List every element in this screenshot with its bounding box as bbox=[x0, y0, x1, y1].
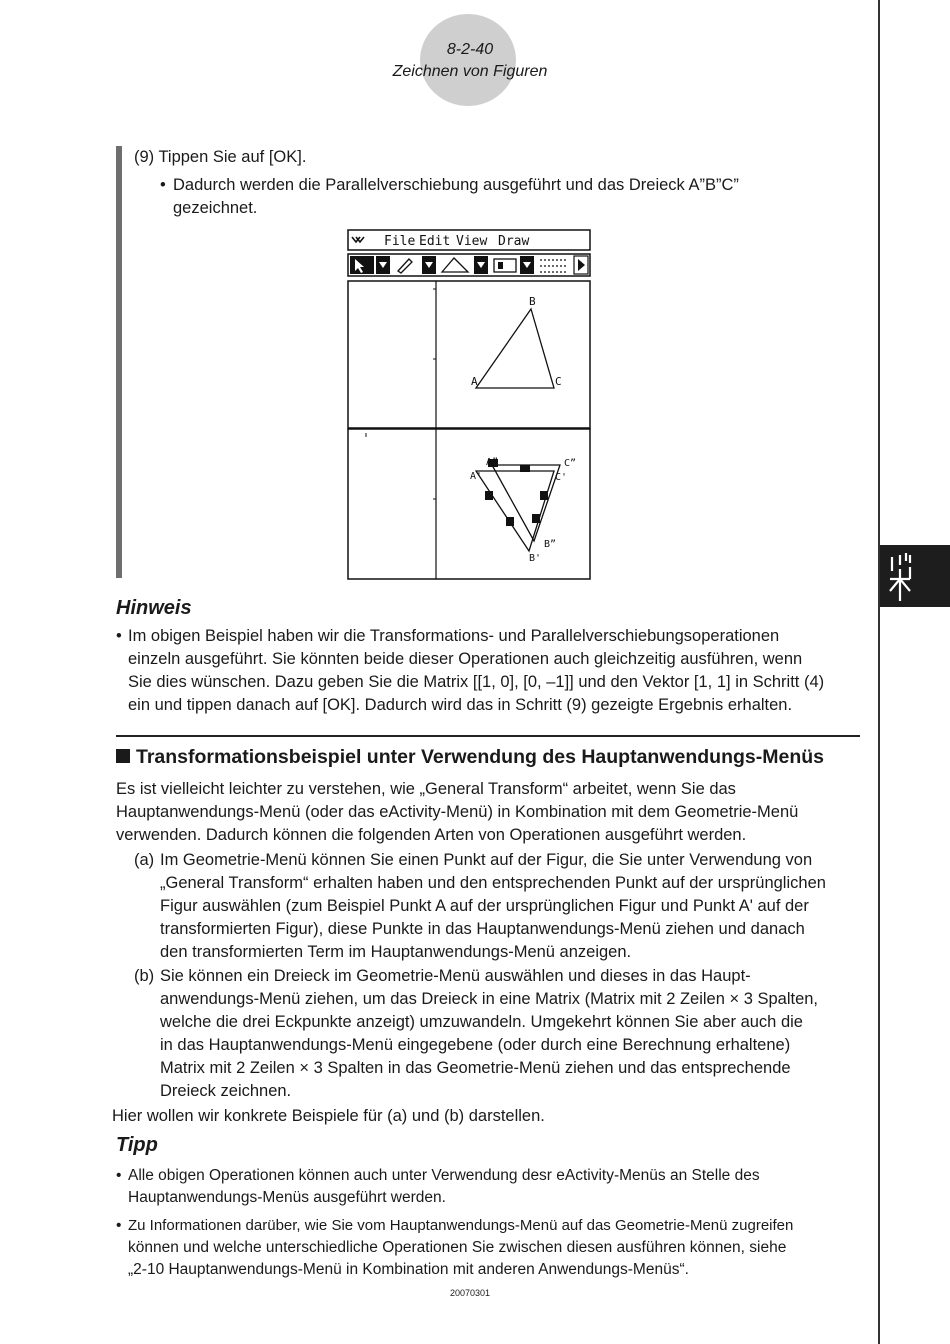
item-a-label: (a) bbox=[134, 851, 155, 869]
bottom-geometry-pane[interactable] bbox=[348, 429, 590, 579]
tip-2-line-1: Zu Informationen darüber, wie Sie vom Hauptanwendungs-Menü auf das Geometrie-Menü zugreifen bbox=[128, 1217, 794, 1234]
item-b-label: (b) bbox=[134, 967, 155, 985]
step-9-bullet-line-2: gezeichnet. bbox=[173, 199, 258, 217]
item-b-line-6: Dreieck zeichnen. bbox=[160, 1082, 292, 1100]
selection-handle[interactable] bbox=[506, 517, 514, 526]
section-divider bbox=[116, 735, 860, 737]
page-number: 8-2-40 bbox=[446, 41, 494, 58]
item-b-line-3: welche die drei Eckpunkte anzeigt) umzuwandeln. Umgekehrt können Sie aber auch die bbox=[160, 1013, 803, 1031]
bullet-icon: • bbox=[116, 1167, 122, 1184]
section-title bbox=[116, 744, 876, 770]
item-a-line-4: transformierten Figur), diese Punkte in das Hauptanwendungs-Menü ziehen und danach bbox=[160, 920, 805, 938]
tip-2-line-2: können und welche unterschiedliche Operationen Sie zwischen diesen ausführen können, siehe bbox=[128, 1239, 787, 1256]
item-b-line-1: Sie können ein Dreieck im Geometrie-Menü auswählen und dieses in das Haupt- bbox=[160, 967, 751, 985]
vertex-label-c2: C” bbox=[564, 458, 577, 469]
note-line-2: einzeln ausgeführt. Sie könnten beide dieser Operationen auch gleichzeitig ausführen, wenn bbox=[128, 650, 803, 668]
geometry-chapter-icon bbox=[880, 545, 950, 607]
selection-handle[interactable] bbox=[532, 514, 540, 523]
item-a-line-2: „General Transform“ erhalten haben und den entsprechenden Punkt auf der ursprünglichen bbox=[160, 874, 826, 892]
step-9-label: (9) Tippen Sie auf [OK]. bbox=[134, 148, 307, 166]
note-heading: Hinweis bbox=[116, 597, 192, 619]
selection-handle[interactable] bbox=[485, 491, 493, 500]
step-marker-bar bbox=[116, 146, 122, 578]
view-window-icon-part bbox=[498, 262, 503, 269]
menu-edit[interactable]: Edit bbox=[419, 234, 451, 249]
page-edge-rule bbox=[878, 0, 880, 1344]
tip-1-line-2: Hauptanwendungs-Menüs ausgeführt werden. bbox=[128, 1189, 446, 1206]
note-line-4: ein und tippen danach auf [OK]. Dadurch wird das in Schritt (9) gezeigte Ergebnis erhalten. bbox=[128, 696, 793, 714]
step-9-bullet-line-1: Dadurch werden die Parallelverschiebung ausgeführt und das Dreieck A”B”C” bbox=[173, 176, 739, 194]
selection-handle[interactable] bbox=[540, 491, 548, 500]
vertex-label-c1: C' bbox=[555, 472, 568, 483]
item-a-line-3: Figur auswählen (zum Beispiel Punkt A auf der ursprünglichen Figur und Punkt A' auf der bbox=[160, 897, 809, 915]
footer-code: 20070301 bbox=[449, 1288, 491, 1298]
tip-heading: Tipp bbox=[116, 1134, 158, 1156]
section-intro-line-1: Es ist vielleicht leichter zu verstehen, wie „General Transform“ arbeitet, wenn Sie das bbox=[116, 780, 736, 798]
menu-file[interactable]: File bbox=[384, 234, 416, 249]
vertex-label-b2: B” bbox=[544, 539, 557, 550]
menu-view[interactable]: View bbox=[456, 234, 488, 249]
chapter-title: Zeichnen von Figuren bbox=[392, 63, 548, 80]
item-b-line-4: in das Hauptanwendungs-Menü eingegebene (oder durch eine Berechnung erhaltene) bbox=[160, 1036, 791, 1054]
tip-2-line-3: „2-10 Hauptanwendungs-Menü in Kombination mit anderen Anwendungs-Menüs“. bbox=[128, 1261, 689, 1278]
menu-draw[interactable]: Draw bbox=[498, 234, 530, 249]
vertex-label-a1: A' bbox=[470, 471, 483, 482]
item-b-line-2: anwendungs-Menü ziehen, um das Dreieck in eine Matrix (Matrix mit 2 Zeilen × 3 Spalten, bbox=[160, 990, 819, 1008]
item-a-line-1: Im Geometrie-Menü können Sie einen Punkt auf der Figur, die Sie unter Verwendung von bbox=[160, 851, 813, 869]
section-title-text: Transformationsbeispiel unter Verwendung des Hauptanwendungs-Menüs bbox=[136, 746, 825, 768]
header-circle bbox=[420, 14, 516, 106]
bullet-icon: • bbox=[116, 627, 122, 645]
bullet-icon: • bbox=[160, 176, 166, 194]
chapter-tab bbox=[880, 545, 950, 607]
calculator-screenshot bbox=[346, 229, 592, 581]
section-closing: Hier wollen wir konkrete Beispiele für (a) und (b) darstellen. bbox=[112, 1107, 545, 1125]
selection-handle[interactable] bbox=[520, 465, 530, 472]
note-line-1: Im obigen Beispiel haben wir die Transformations- und Parallelverschiebungsoperationen bbox=[128, 627, 780, 645]
tip-1-line-1: Alle obigen Operationen können auch unter Verwendung desr eActivity-Menüs an Stelle des bbox=[128, 1167, 760, 1184]
section-intro-line-2: Hauptanwendungs-Menü (oder das eActivity-Menü) in Kombination mit dem Geometrie-Menü bbox=[116, 803, 799, 821]
vertex-label-a: A bbox=[471, 375, 478, 388]
item-a-line-5: den transformierten Term im Hauptanwendungs-Menü anzeigen. bbox=[160, 943, 632, 961]
vertex-label-b1: B' bbox=[529, 553, 542, 564]
vertex-label-b: B bbox=[529, 295, 536, 308]
note-line-3: Sie dies wünschen. Dazu geben Sie die Matrix [[1, 0], [0, –1]] und den Vektor [1, 1] in Schritt (4) bbox=[128, 673, 825, 691]
item-b-line-5: Matrix mit 2 Zeilen × 3 Spalten in das Geometrie-Menü ziehen und das entsprechende bbox=[160, 1059, 791, 1077]
vertex-label-a2: A” bbox=[486, 457, 499, 468]
section-square-icon bbox=[116, 749, 130, 763]
section-intro-line-3: verwenden. Dadurch können die folgenden Arten von Operationen ausgeführt werden. bbox=[116, 826, 747, 844]
top-geometry-pane[interactable] bbox=[348, 281, 590, 428]
vertex-label-c: C bbox=[555, 375, 562, 388]
bullet-icon: • bbox=[116, 1217, 122, 1234]
